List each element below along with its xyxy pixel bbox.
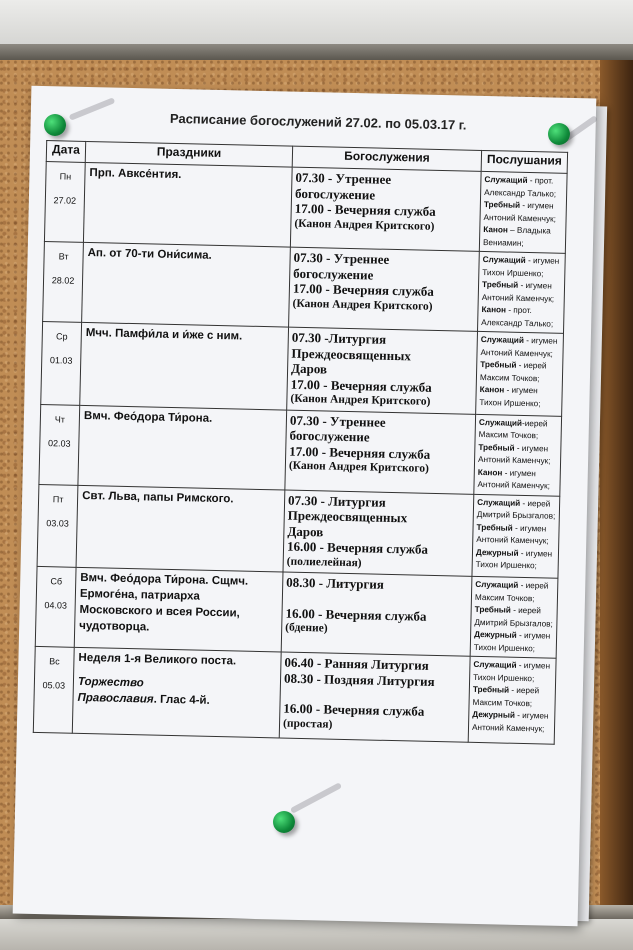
duty-person: - игумен Антоний Каменчук;	[481, 280, 555, 304]
feast-line: чудотворца.	[79, 619, 150, 634]
table-row	[41, 322, 564, 416]
duty-entry	[483, 199, 563, 226]
date-cell	[39, 404, 80, 485]
duty-entry	[477, 466, 557, 493]
service-line: 07.30 -Литургия	[291, 329, 387, 347]
feast-line: Вмч. Фео́дора Ти́рона.	[83, 409, 213, 425]
weekday: Пт	[52, 493, 64, 505]
col-feasts: Праздники	[85, 141, 292, 167]
schedule-title: Расписание богослужений 27.02. по 05.03.17 г.	[169, 110, 467, 133]
date-cell	[37, 484, 78, 567]
duty-role: Канон	[479, 384, 505, 395]
service-cell	[281, 572, 472, 656]
duty-entry	[484, 174, 564, 201]
duty-role: Требный	[480, 359, 517, 370]
service-line: 08.30 - Поздняя Литургия	[283, 670, 435, 689]
service-cell	[290, 167, 481, 251]
duty-entry	[477, 496, 557, 523]
duty-entry	[475, 579, 555, 606]
duty-entry	[480, 334, 560, 361]
duty-entry	[472, 684, 552, 711]
service-cell	[283, 490, 474, 577]
service-line: богослужение	[293, 265, 374, 283]
weekday: Вс	[49, 656, 60, 667]
duty-person: - прот. Александр Талько;	[484, 175, 557, 199]
service-line: Даров	[290, 360, 328, 377]
feast-cell	[72, 647, 281, 738]
feast-line: Прп. Авксе́нтия.	[89, 167, 182, 182]
duty-person: - игумен Антоний Каменчук;	[477, 467, 551, 491]
service-line: 17.00 - Вечерняя служба	[289, 443, 431, 462]
duty-person: - игумен Антоний Каменчук;	[480, 335, 558, 359]
duty-role: Дежурный	[472, 709, 516, 720]
duty-role: Служащий	[473, 659, 517, 670]
duty-cell	[468, 656, 556, 744]
date: 28.02	[51, 275, 75, 286]
duty-role: Служащий	[475, 579, 519, 590]
duty-person: - иерей Максим Точков;	[479, 360, 547, 383]
service-line: 16.00 - Вечерняя служба	[283, 700, 425, 719]
duty-entry	[482, 254, 562, 281]
service-line: Преждеосвященных	[287, 507, 408, 526]
duty-role: Служащий	[478, 417, 523, 428]
duty-person: - игумен Антоний Каменчук;	[477, 443, 551, 466]
duty-entry	[476, 521, 556, 548]
service-line: богослужение	[294, 185, 376, 203]
duty-person: - иерей Максим Точков;	[472, 685, 540, 708]
duty-role: Дежурный	[475, 547, 519, 558]
service-line: 17.00 - Вечерняя служба	[290, 376, 432, 395]
feast-cell	[76, 485, 285, 572]
service-line: 06.40 - Ранняя Литургия	[284, 654, 429, 673]
service-line: 07.30 - Утреннее	[289, 412, 386, 430]
duty-entry	[479, 416, 559, 443]
duty-role: Требный	[476, 522, 513, 533]
table-row	[43, 242, 566, 334]
date: 02.03	[47, 437, 71, 449]
service-note: (Канон Андрея Критского)	[292, 297, 433, 313]
schedule-table	[33, 140, 568, 745]
service-note: (Канон Андрея Критского)	[288, 459, 429, 475]
duty-person: - иерей Максим Точков;	[474, 580, 549, 603]
duty-person: - игумен Тихон Иршенко;	[479, 385, 541, 408]
service-line: 07.30 - Литургия	[287, 492, 386, 510]
date-cell	[41, 322, 82, 405]
feast-italic-line: Торжество	[77, 675, 144, 690]
duty-role: Канон	[477, 467, 503, 477]
feast-line: Неделя 1-я Великого поста.	[78, 651, 237, 668]
table-row	[37, 484, 560, 578]
feast-line: Мчч. Памфи́ла и и́же с ним.	[85, 326, 243, 343]
feast-line: Свт. Льва, папы Римского.	[82, 489, 234, 505]
service-line: 08.30 - Литургия	[286, 574, 385, 592]
feast-line: Московского и всея России,	[79, 603, 240, 620]
service-line: 17.00 - Вечерняя служба	[294, 200, 436, 219]
service-line: Преждеосвященных	[291, 345, 412, 363]
duty-entry	[483, 224, 563, 251]
duty-role: Требный	[478, 442, 515, 453]
table-row	[44, 162, 567, 254]
green-pushpin-icon	[548, 123, 570, 145]
service-line: 17.00 - Вечерняя служба	[292, 280, 435, 299]
duty-cell	[474, 414, 562, 496]
service-line: 16.00 - Вечерняя служба	[285, 605, 427, 624]
duty-cell	[472, 494, 560, 578]
duty-person: – Владыка Вениамин;	[482, 225, 551, 248]
feast-cell	[83, 162, 292, 247]
duty-entry	[482, 279, 562, 306]
duty-person: - иерей Дмитрий Брызгалов;	[474, 605, 553, 629]
feast-tail: . Глас 4-й.	[153, 693, 210, 707]
duty-person: - игумен Тихон Иршенко;	[473, 660, 551, 683]
duty-person: - игумен Тихон Иршенко;	[473, 630, 551, 653]
duty-person: - игумен Антоний Каменчук;	[471, 710, 549, 733]
duty-role: Канон	[481, 304, 507, 315]
duty-person: - прот. Александр Талько;	[481, 305, 554, 329]
duty-role: Служащий	[477, 497, 521, 508]
service-cell	[287, 327, 478, 414]
service-line: Даров	[287, 523, 324, 539]
duty-entry	[480, 359, 560, 386]
service-line: богослужение	[289, 427, 370, 445]
duty-role: Канон	[483, 224, 508, 235]
date: 03.03	[46, 517, 69, 529]
duty-role: Служащий	[484, 174, 528, 185]
duty-entry	[476, 546, 556, 573]
duty-role: Дежурный	[474, 629, 517, 640]
duty-role: Требный	[474, 604, 511, 615]
feast-italic-line: Православия	[77, 691, 154, 706]
date-cell	[35, 566, 76, 647]
service-line: 07.30 - Утреннее	[293, 249, 390, 267]
table-row	[39, 404, 562, 496]
feast-cell	[82, 242, 291, 327]
col-duties: Послушания	[481, 150, 567, 173]
duty-entry	[473, 659, 553, 686]
duty-cell	[478, 251, 566, 333]
duty-entry	[481, 304, 561, 331]
duty-entry	[472, 709, 552, 736]
service-note: (Канон Андрея Критского)	[290, 392, 431, 408]
duty-cell	[476, 331, 564, 415]
date-cell	[33, 646, 74, 733]
green-pushpin-icon	[273, 811, 295, 833]
duty-person: -иерей Максим Точков;	[478, 418, 548, 441]
duty-cell	[470, 576, 558, 658]
feast-cell	[80, 322, 289, 409]
feast-line: Вмч. Фео́дора Ти́рона. Сщмч.	[80, 571, 249, 588]
duty-person: - игумен Тихон Иршенко;	[482, 255, 560, 278]
date-cell	[43, 242, 84, 323]
green-pushpin-icon	[44, 114, 66, 136]
date-cell	[44, 162, 85, 243]
feast-cell	[78, 405, 287, 490]
date: 04.03	[44, 600, 68, 611]
date: 05.03	[42, 680, 66, 691]
weekday: Вт	[58, 251, 69, 262]
date: 01.03	[49, 355, 73, 366]
service-line: 07.30 - Утреннее	[295, 169, 392, 187]
duty-person: - игумен Антоний Каменчук;	[476, 523, 549, 546]
duty-entry	[478, 441, 558, 468]
duty-cell	[479, 171, 567, 253]
table-row	[33, 646, 556, 744]
date: 27.02	[53, 195, 77, 206]
service-note: (простая)	[282, 717, 333, 731]
feast-line: Ап. от 70-ти Они́сима.	[87, 247, 212, 262]
duty-role: Требный	[481, 279, 519, 290]
weekday: Пн	[59, 171, 72, 182]
service-cell	[279, 652, 470, 742]
service-cell	[289, 247, 480, 331]
col-services: Богослужения	[292, 146, 481, 171]
service-note: (Канон Андрея Критского)	[294, 217, 435, 233]
frame-top-bar	[0, 44, 633, 60]
col-date: Дата	[46, 141, 85, 163]
service-line: 16.00 - Вечерняя служба	[286, 538, 429, 557]
duty-role: Требный	[483, 199, 521, 210]
service-note: (полиелейная)	[286, 555, 362, 569]
weekday: Сб	[50, 576, 63, 587]
duty-role: Служащий	[482, 254, 526, 265]
feast-line: Ермоге́на, патриарха	[79, 587, 201, 603]
service-note: (бдение)	[285, 621, 328, 635]
duty-role: Служащий	[480, 334, 525, 345]
weekday: Ср	[55, 331, 68, 342]
duty-person: - иерей Дмитрий Брызгалов;	[476, 498, 556, 521]
duty-entry	[479, 384, 559, 411]
duty-person: - игумен Антоний Каменчук;	[483, 200, 557, 224]
service-cell	[285, 410, 476, 494]
table-row	[35, 566, 558, 658]
duty-entry	[474, 604, 554, 631]
duty-role: Требный	[472, 684, 510, 695]
duty-entry	[474, 629, 554, 656]
duty-person: - игумен Тихон Иршенко;	[475, 548, 553, 571]
weekday: Чт	[54, 413, 66, 425]
feast-cell	[74, 567, 283, 652]
